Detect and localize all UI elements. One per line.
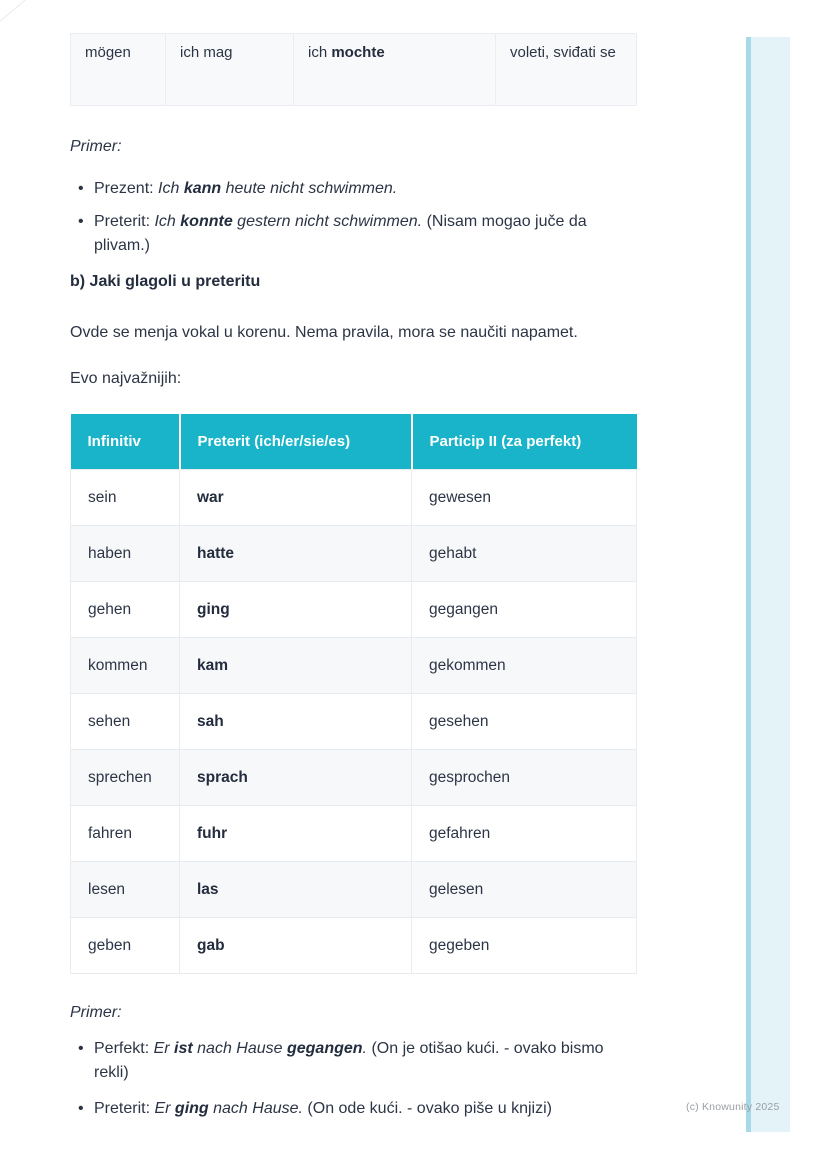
cell-particip: gehabt bbox=[412, 526, 637, 582]
cell-text: voleti, sviđati se bbox=[510, 44, 616, 61]
page-corner-fold bbox=[0, 0, 30, 23]
table-row bbox=[71, 694, 637, 750]
table-row bbox=[71, 34, 637, 106]
header-particip: Particip II (za perfekt) bbox=[412, 414, 637, 470]
cell-text: ich bbox=[308, 44, 332, 61]
cell-infinitiv: sprechen bbox=[71, 750, 180, 806]
cell-preterit: hatte bbox=[180, 526, 412, 582]
item-lead: Preterit: bbox=[94, 1100, 155, 1117]
cell-preterit: gab bbox=[180, 918, 412, 974]
example-label: Primer: bbox=[70, 138, 122, 155]
cell-infinitiv: sein bbox=[71, 470, 180, 526]
item-tail: (Nisam mogao juče da plivam.) bbox=[94, 213, 587, 254]
table-row bbox=[71, 750, 637, 806]
table-row bbox=[71, 526, 637, 582]
cell-preterit: sah bbox=[180, 694, 412, 750]
cell-infinitiv: gehen bbox=[71, 582, 180, 638]
cell-infinitiv: haben bbox=[71, 526, 180, 582]
cell-preterit: sprach bbox=[180, 750, 412, 806]
item-bold: kann bbox=[183, 180, 222, 197]
cell-preterit bbox=[294, 34, 496, 106]
table-row bbox=[71, 638, 637, 694]
cell-particip: gegeben bbox=[412, 918, 637, 974]
example-list bbox=[70, 1037, 622, 1121]
cell-particip: gefahren bbox=[412, 806, 637, 862]
header-infinitiv: Infinitiv bbox=[71, 414, 180, 470]
cell-text-bold: mochte bbox=[331, 44, 385, 61]
table-row bbox=[71, 582, 637, 638]
item-italic: . bbox=[362, 1040, 367, 1057]
item-italic: Ich bbox=[158, 180, 184, 197]
cell-infinitiv: lesen bbox=[71, 862, 180, 918]
cell-preterit: kam bbox=[180, 638, 412, 694]
item-italic: Ich bbox=[154, 213, 181, 230]
item-lead: Prezent: bbox=[94, 180, 159, 197]
list-item bbox=[70, 1097, 622, 1121]
item-italic: gestern nicht schwimmen. bbox=[232, 213, 423, 230]
item-bold: ist bbox=[174, 1040, 193, 1057]
list-item bbox=[70, 177, 622, 201]
cell-preterit: las bbox=[180, 862, 412, 918]
example-list bbox=[70, 177, 622, 258]
copyright-watermark: (c) Knowunity 2025 bbox=[686, 1101, 780, 1113]
document-content bbox=[70, 33, 636, 1121]
table-row bbox=[71, 862, 637, 918]
list-item bbox=[70, 1037, 622, 1085]
cell-particip: gesehen bbox=[412, 694, 637, 750]
item-italic: Er bbox=[153, 1040, 175, 1057]
modal-verbs-table-last-row bbox=[70, 33, 637, 106]
cell-infinitive bbox=[71, 34, 166, 106]
cell-present bbox=[166, 34, 294, 106]
item-tail: (On ode kući. - ovako piše u knjizi) bbox=[302, 1100, 552, 1117]
header-preterit: Preterit (ich/er/sie/es) bbox=[180, 414, 412, 470]
cell-infinitiv: geben bbox=[71, 918, 180, 974]
item-bold: gegangen bbox=[286, 1040, 363, 1057]
page-edge-accent-line bbox=[746, 37, 751, 1132]
cell-preterit: ging bbox=[180, 582, 412, 638]
strong-verbs-table bbox=[70, 414, 637, 974]
cell-particip: gekommen bbox=[412, 638, 637, 694]
table-row bbox=[71, 470, 637, 526]
item-tail: (On je otišao kući. - ovako bismo rekli) bbox=[94, 1040, 604, 1081]
example-label: Primer: bbox=[70, 1004, 122, 1021]
cell-infinitiv: kommen bbox=[71, 638, 180, 694]
cell-text: mögen bbox=[85, 44, 131, 61]
section-heading: b) Jaki glagoli u preteritu bbox=[70, 273, 261, 290]
item-lead: Perfekt: bbox=[94, 1040, 154, 1057]
item-italic: nach Hause bbox=[192, 1040, 287, 1057]
section-intro: Ovde se menja vokal u korenu. Nema pravila, mora se naučiti napamet. bbox=[70, 324, 578, 341]
cell-particip: gewesen bbox=[412, 470, 637, 526]
table-row bbox=[71, 806, 637, 862]
cell-translation bbox=[496, 34, 637, 106]
cell-infinitiv: fahren bbox=[71, 806, 180, 862]
cell-infinitiv: sehen bbox=[71, 694, 180, 750]
cell-particip: gegangen bbox=[412, 582, 637, 638]
item-italic: heute nicht schwimmen. bbox=[221, 180, 398, 197]
item-bold: ging bbox=[174, 1100, 209, 1117]
item-italic: nach Hause. bbox=[208, 1100, 303, 1117]
table-lead-in: Evo najvažnijih: bbox=[70, 370, 182, 387]
item-bold: konnte bbox=[180, 213, 233, 230]
cell-text: ich mag bbox=[180, 44, 233, 61]
item-italic: Er bbox=[154, 1100, 175, 1117]
cell-preterit: war bbox=[180, 470, 412, 526]
cell-particip: gelesen bbox=[412, 862, 637, 918]
item-lead: Preterit: bbox=[94, 213, 155, 230]
page-edge-highlight-bar bbox=[751, 37, 790, 1132]
list-item bbox=[70, 210, 622, 258]
cell-particip: gesprochen bbox=[412, 750, 637, 806]
table-header-row bbox=[71, 414, 637, 470]
table-row bbox=[71, 918, 637, 974]
cell-preterit: fuhr bbox=[180, 806, 412, 862]
